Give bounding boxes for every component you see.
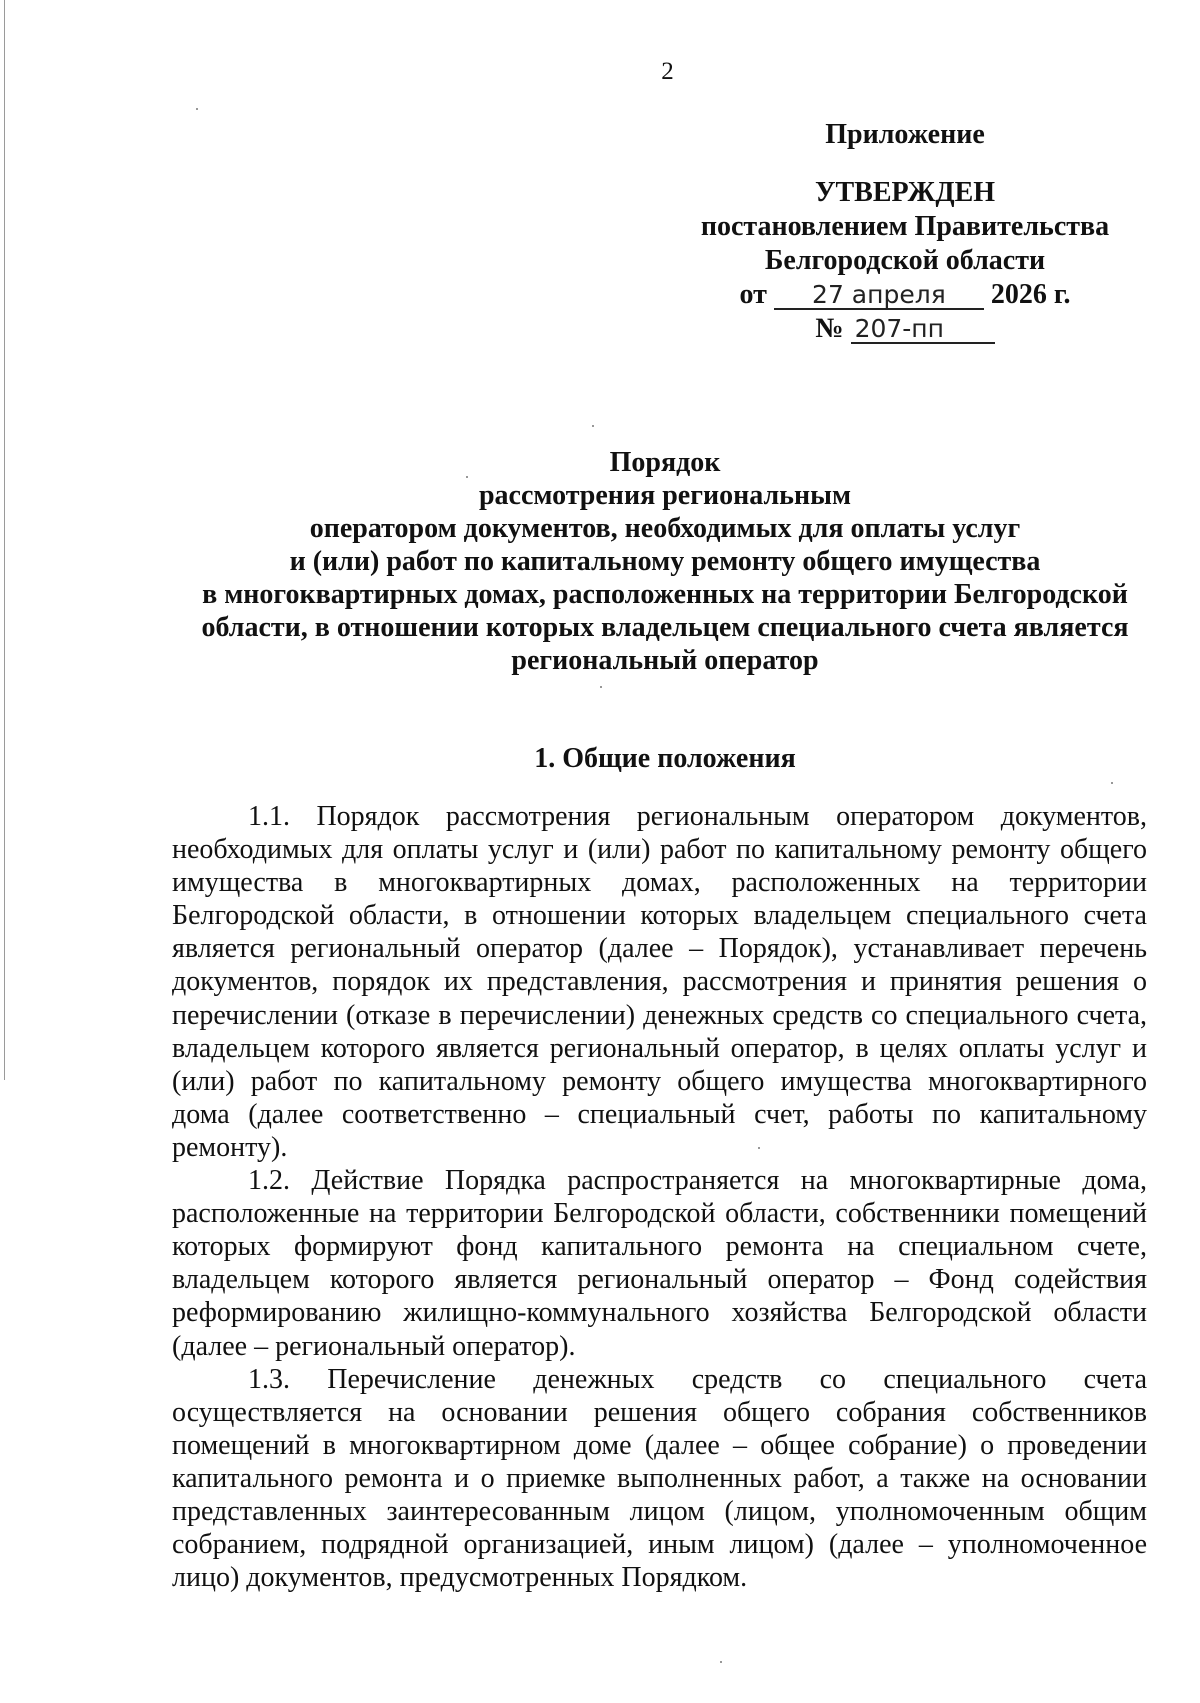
appendix-label: Приложение bbox=[825, 119, 985, 150]
paragraph-1-3: 1.3. Перечисление денежных средств со специального счета осуществляется на основании решения общего собрания собственников помещений в многоквартирном доме (далее – общее собрание) о проведении капитального ремонта и о приемке выполненных работ, а также на основании представленных заинтересованным лицом (лицом, уполномоченным общим собранием, подрядной организацией, иным лицом) (далее – уполномоченное лицо) документов, предусмотренных Порядком. bbox=[172, 1363, 1147, 1594]
page-number: 2 bbox=[661, 58, 674, 85]
paragraph-1-2: 1.2. Действие Порядка распространяется на многоквартирные дома, расположенные на территории Белгородской области, собственники помещений которых формируют фонд капитального ремонта на специальном счете, владельцем которого является региональный оператор – Фонд содействия реформированию жилищно-коммунального хозяйства Белгородской области (далее – региональный оператор). bbox=[172, 1165, 1147, 1362]
scan-edge-line bbox=[4, 0, 5, 1080]
paragraph-1-1: 1.1. Порядок рассмотрения региональным оператором документов, необходимых для оплаты услуг и (или) работ по капитальному ремонту общего имущества в многоквартирных домах, расположенных на территории Белгородской области, в отношении которых владельцем специального счета является региональный оператор (далее – Порядок), устанавливает перечень документов, порядок их представления, рассмотрения и принятия решения о перечислении (отказе в перечислении) денежных средств со специального счета, владельцем которого является региональный оператор, в целях оплаты услуг и (или) работ по капитальному ремонту общего имущества многоквартирного дома (далее соответственно – специальный счет, работы по капитальному ремонту). bbox=[172, 801, 1147, 1163]
title-line: рассмотрения региональным bbox=[478, 480, 852, 511]
date-prefix: от bbox=[739, 279, 767, 310]
approved-label: УТВЕРЖДЕН bbox=[814, 177, 996, 208]
date-handwritten: 27 апреля bbox=[774, 282, 984, 310]
title-line: Порядок bbox=[609, 447, 721, 478]
title-line: в многоквартирных домах, расположенных на территории Белгородской bbox=[202, 579, 1128, 610]
region-line: Белгородской области bbox=[764, 245, 1046, 276]
approval-block bbox=[655, 118, 1155, 346]
date-suffix: 2026 г. bbox=[990, 279, 1071, 310]
date-line bbox=[655, 278, 1155, 312]
approved-by-line: постановлением Правительства bbox=[700, 211, 1110, 242]
title-line: региональный оператор bbox=[511, 645, 819, 676]
title-line: оператором документов, необходимых для оплаты услуг bbox=[309, 513, 1021, 544]
number-line bbox=[655, 312, 1155, 346]
title-line: и (или) работ по капитальному ремонту общего имущества bbox=[289, 546, 1041, 577]
section-heading: 1. Общие положения bbox=[534, 743, 796, 774]
section-body bbox=[172, 800, 1147, 1594]
number-prefix: № bbox=[815, 313, 844, 344]
title-line: области, в отношении которых владельцем специального счета является bbox=[201, 612, 1129, 643]
document-title bbox=[150, 446, 1180, 677]
number-handwritten: 207-пп bbox=[851, 316, 995, 344]
